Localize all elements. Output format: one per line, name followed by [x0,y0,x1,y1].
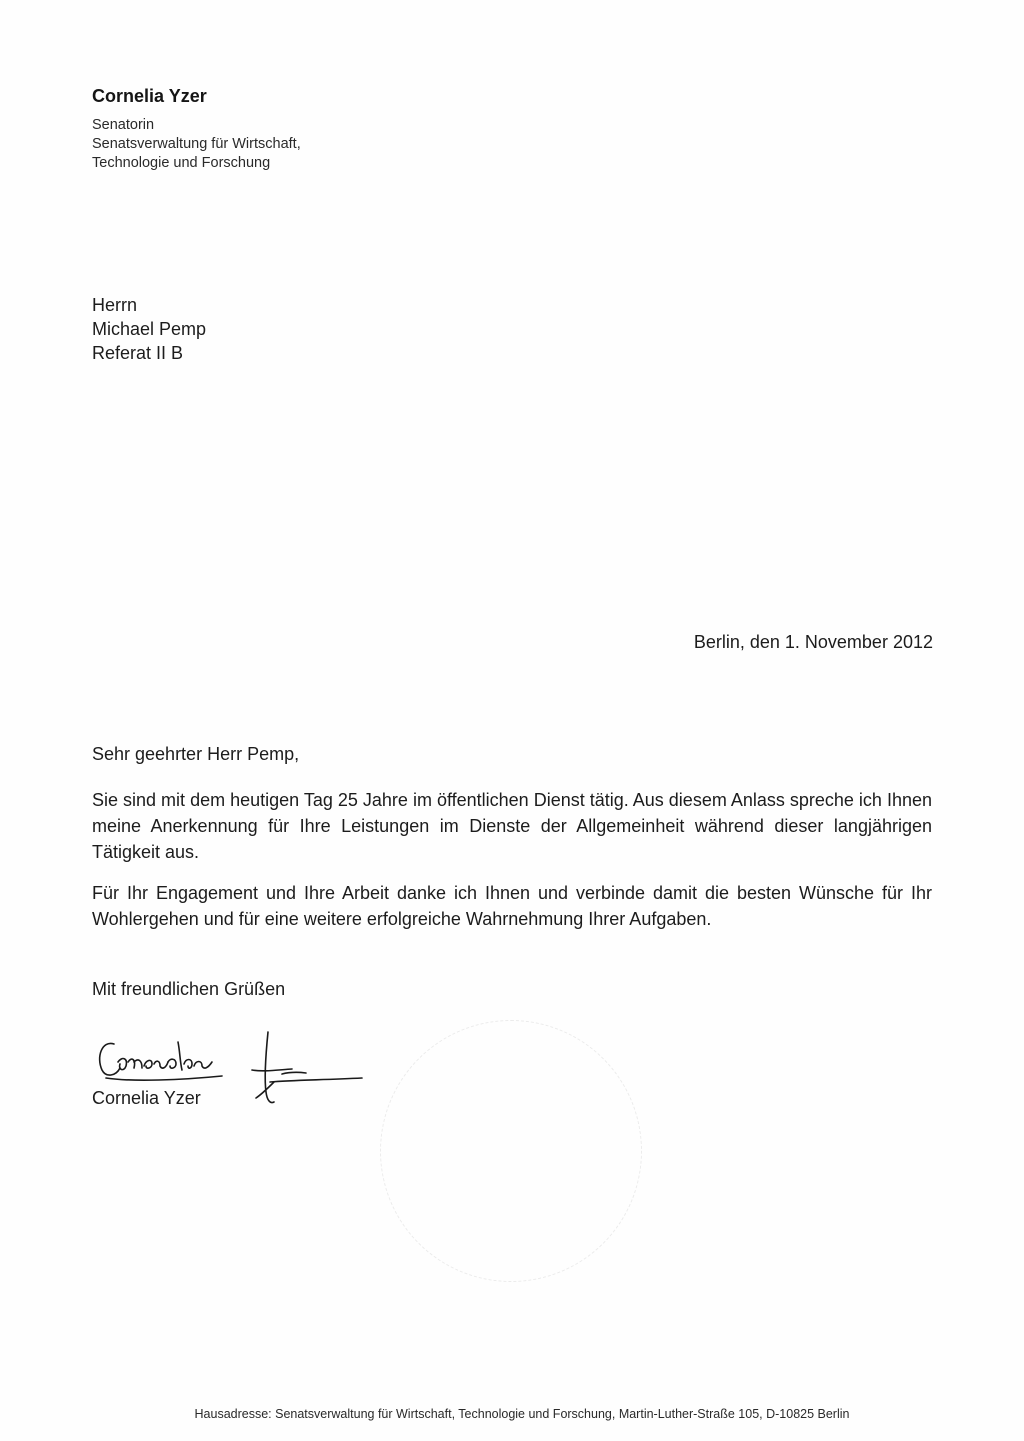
signer-name: Cornelia Yzer [92,1088,201,1108]
sender-department-line1: Senatsverwaltung für Wirtschaft, [92,136,301,152]
letter-salutation: Sehr geehrter Herr Pemp, [92,744,300,764]
letter-date: Berlin, den 1. November 2012 [693,632,933,652]
recipient-salutation-line: Herrn [92,295,138,315]
letter-paragraph-2: Für Ihr Engagement und Ihre Arbeit danke ich Ihnen und verbinde damit die besten Wünsche für Ihr Wohlergehen und für eine weitere erfolgreiche Wahrnehmung Ihrer Aufgaben. [92,883,932,929]
sender-department-line2: Technologie und Forschung [92,155,271,171]
sender-title: Senatorin [92,117,155,133]
sender-details [92,116,301,173]
sender-name: Cornelia Yzer [92,86,207,106]
recipient-address [92,293,206,365]
letter-paragraph-1: Sie sind mit dem heutigen Tag 25 Jahre im öffentlichen Dienst tätig. Aus diesem Anlass spreche ich Ihnen meine Anerkennung für Ihre Leistungen im Dienste der Allgemeinheit während dieser langjährigen Tätigkeit aus. [92,790,932,862]
recipient-unit: Referat II B [92,343,184,363]
footer-address: Hausadresse: Senatsverwaltung für Wirtschaft, Technologie und Forschung, Martin-Luther-Straße 105, D-10825 Berlin [194,1407,850,1421]
embossed-seal [380,1020,642,1282]
letter-closing: Mit freundlichen Grüßen [92,979,286,999]
recipient-name: Michael Pemp [92,319,207,339]
